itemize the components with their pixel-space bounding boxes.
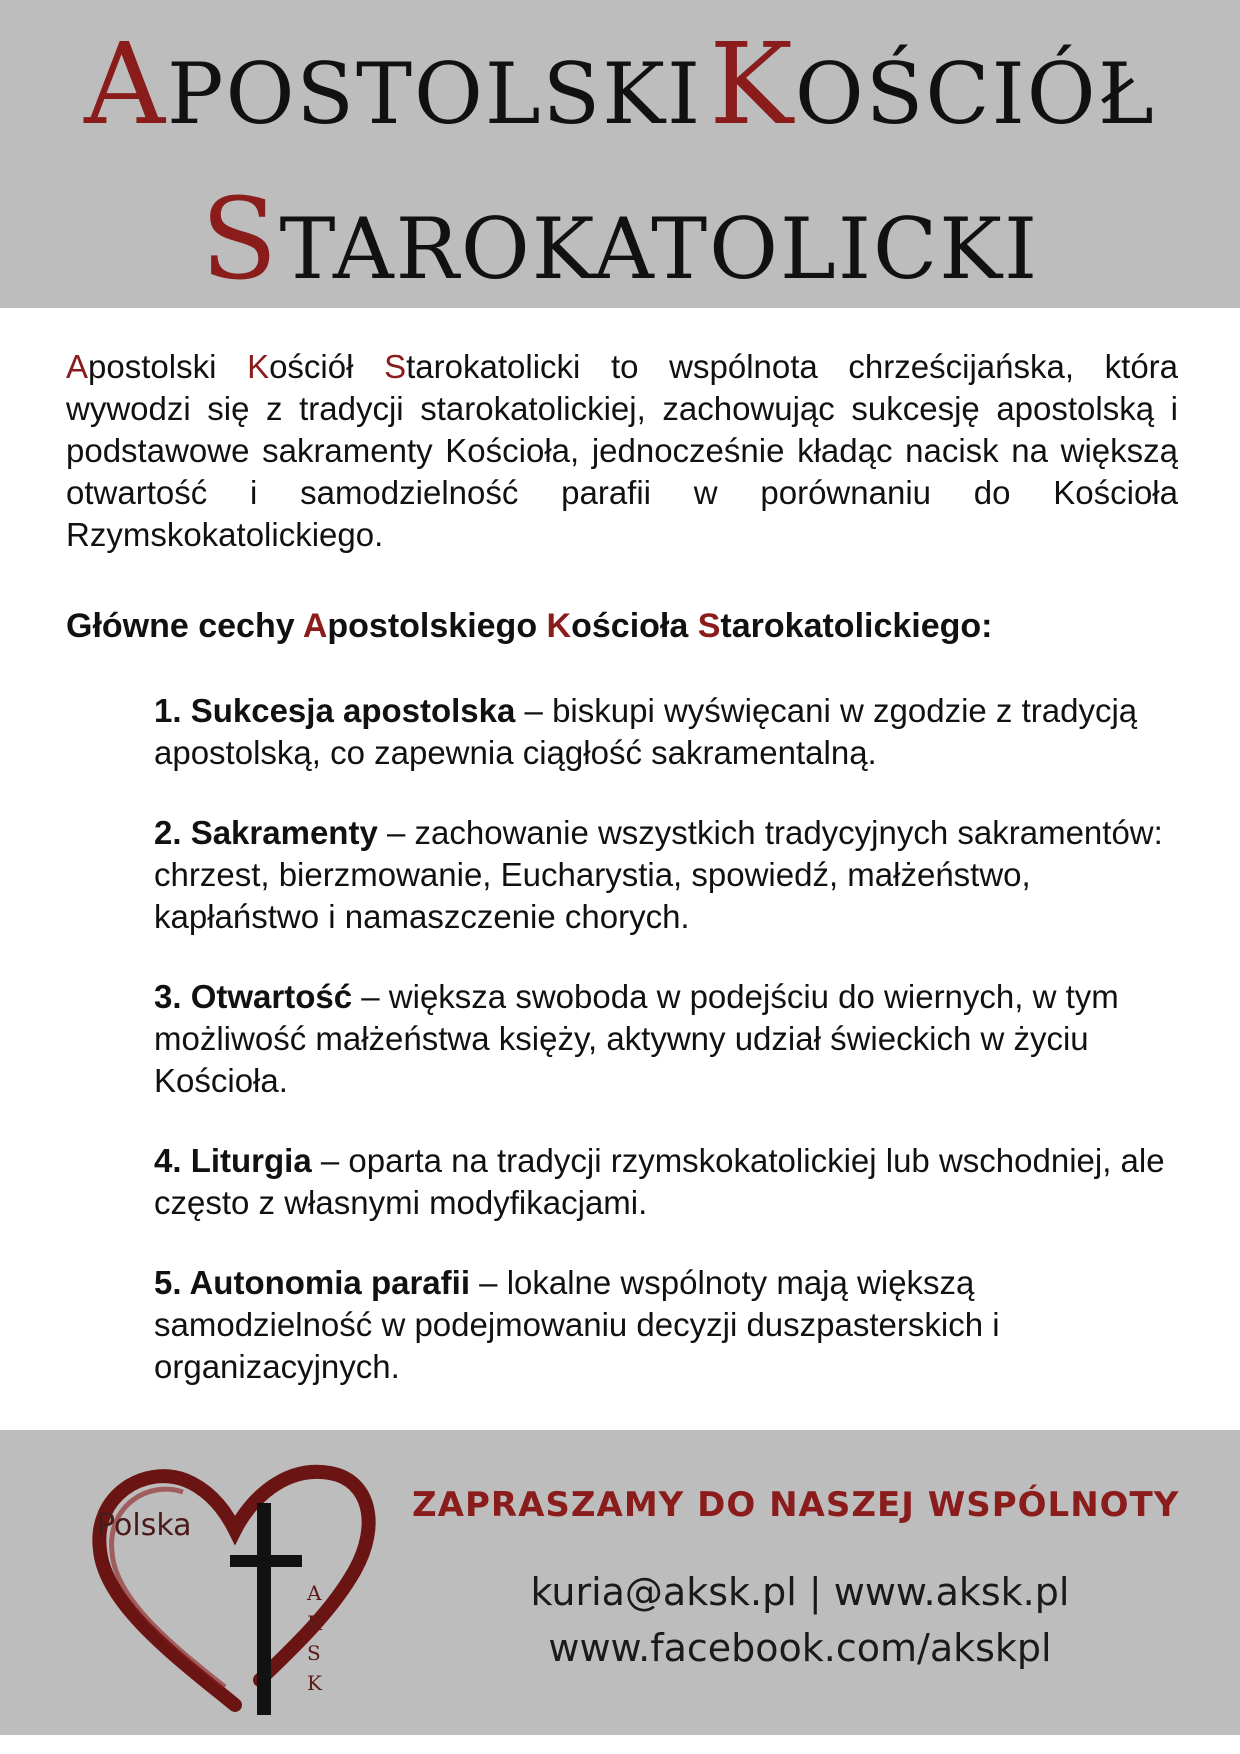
features-heading: [66, 605, 1178, 647]
title-banner: [0, 0, 1240, 308]
intro-body-text: to wspólnota chrześcijańska, która wywodzi się z tradycji starokatolickiej, zachowując sukcesję apostolską i podstawowe sakramenty Kościoła, jednocześnie kładąc nacisk na większą otwartość i samodzielność parafii w porównaniu do Kościoła Rzymskokatolickiego.: [66, 348, 1179, 553]
title-word-apostolski: POSTOLSKI: [167, 45, 703, 143]
heart-outline: [99, 1472, 368, 1705]
feature-description: biskupi wyświęcani w zgodzie z tradycją apostolską, co zapewnia ciągłość sakramentalną.: [154, 692, 1138, 771]
title-initial-a: A: [84, 20, 168, 150]
intro-word-3: tarokatolicki: [406, 348, 581, 385]
intro-word-2: ościół: [269, 348, 354, 385]
invite-text: ZAPRASZAMY DO NASZEJ WSPÓLNOTY: [412, 1485, 1180, 1525]
features-list: [154, 690, 1174, 1388]
feature-term: 1. Sukcesja apostolska: [154, 692, 516, 729]
intro-paragraph: [66, 346, 1178, 556]
logo-letter-k2: K: [307, 1671, 322, 1695]
feature-description: zachowanie wszystkich tradycyjnych sakramentów: chrzest, bierzmowanie, Eucharystia, spowiedź, małżeństwo, kapłaństwo i namaszczenie chorych.: [154, 814, 1163, 935]
title-line-1: [0, 20, 1240, 150]
cross-vertical: [257, 1503, 271, 1715]
feature-description: oparta na tradycji rzymskokatolickiej lub wschodniej, ale często z własnymi modyfikacjami.: [154, 1142, 1165, 1221]
intro-initial-s: S: [384, 348, 407, 385]
logo-letter-k: K: [307, 1611, 322, 1635]
logo-polska-text: Polska: [97, 1508, 192, 1543]
footer-banner: [0, 1430, 1240, 1735]
contact-email-website: kuria@aksk.pl | www.aksk.pl: [530, 1570, 1070, 1614]
heading-suffix: :: [981, 607, 993, 645]
feature-description: lokalne wspólnoty mają większą samodzielność w podejmowaniu decyzji duszpasterskich i organizacyjnych.: [154, 1264, 1000, 1385]
title-word-starokatolicki: TAROKATOLICKI: [279, 200, 1040, 298]
intro-initial-a: A: [66, 348, 89, 385]
feature-term: 3. Otwartość: [154, 978, 353, 1015]
logo-letter-a: A: [307, 1581, 322, 1605]
heading-word-1: postolskiego: [327, 607, 538, 645]
feature-term: 2. Sakramenty: [154, 814, 378, 851]
heading-prefix: Główne cechy: [66, 607, 295, 645]
feature-item-3: 3. Otwartość – większa swoboda w podejściu do wiernych, w tym możliwość małżeństwa księży, aktywny udział świeckich w życiu Kościoła.: [154, 978, 1119, 1099]
feature-term: 5. Autonomia parafii: [154, 1264, 470, 1301]
title-initial-k: K: [709, 20, 795, 150]
logo-letter-s: S: [307, 1641, 321, 1665]
heading-initial-k: K: [546, 607, 572, 645]
title-initial-s: S: [200, 175, 280, 305]
cross-horizontal: [230, 1555, 302, 1567]
feature-item-2: 2. Sakramenty – zachowanie wszystkich tradycyjnych sakramentów: chrzest, bierzmowanie, Eucharystia, spowiedź, małżeństwo, kapłaństwo i namaszczenie chorych.: [154, 814, 1163, 935]
feature-item-4: 4. Liturgia – oparta na tradycji rzymskokatolickiej lub wschodniej, ale często z własnymi modyfikacjami.: [154, 1142, 1165, 1221]
feature-item-5: 5. Autonomia parafii – lokalne wspólnoty mają większą samodzielność w podejmowaniu decyzji duszpasterskich i organizacyjnych.: [154, 1264, 1000, 1385]
heading-word-2: ościoła: [571, 607, 689, 645]
heading-initial-a: A: [302, 607, 328, 645]
aksk-heart-logo: [85, 1455, 385, 1725]
contact-facebook: www.facebook.com/akskpl: [548, 1626, 1052, 1670]
feature-item-1: 1. Sukcesja apostolska – biskupi wyświęcani w zgodzie z tradycją apostolską, co zapewnia ciągłość sakramentalną.: [154, 692, 1138, 771]
title-line-2: [0, 175, 1240, 305]
feature-term: 4. Liturgia: [154, 1142, 312, 1179]
feature-description: większa swoboda w podejściu do wiernych, w tym możliwość małżeństwa księży, aktywny udział świeckich w życiu Kościoła.: [154, 978, 1119, 1099]
intro-initial-k: K: [247, 348, 270, 385]
intro-word-1: postolski: [88, 348, 217, 385]
heading-word-3: tarokatolickiego: [720, 607, 982, 645]
title-word-kosciol: OŚCIÓŁ: [794, 45, 1156, 143]
heading-initial-s: S: [697, 607, 721, 645]
